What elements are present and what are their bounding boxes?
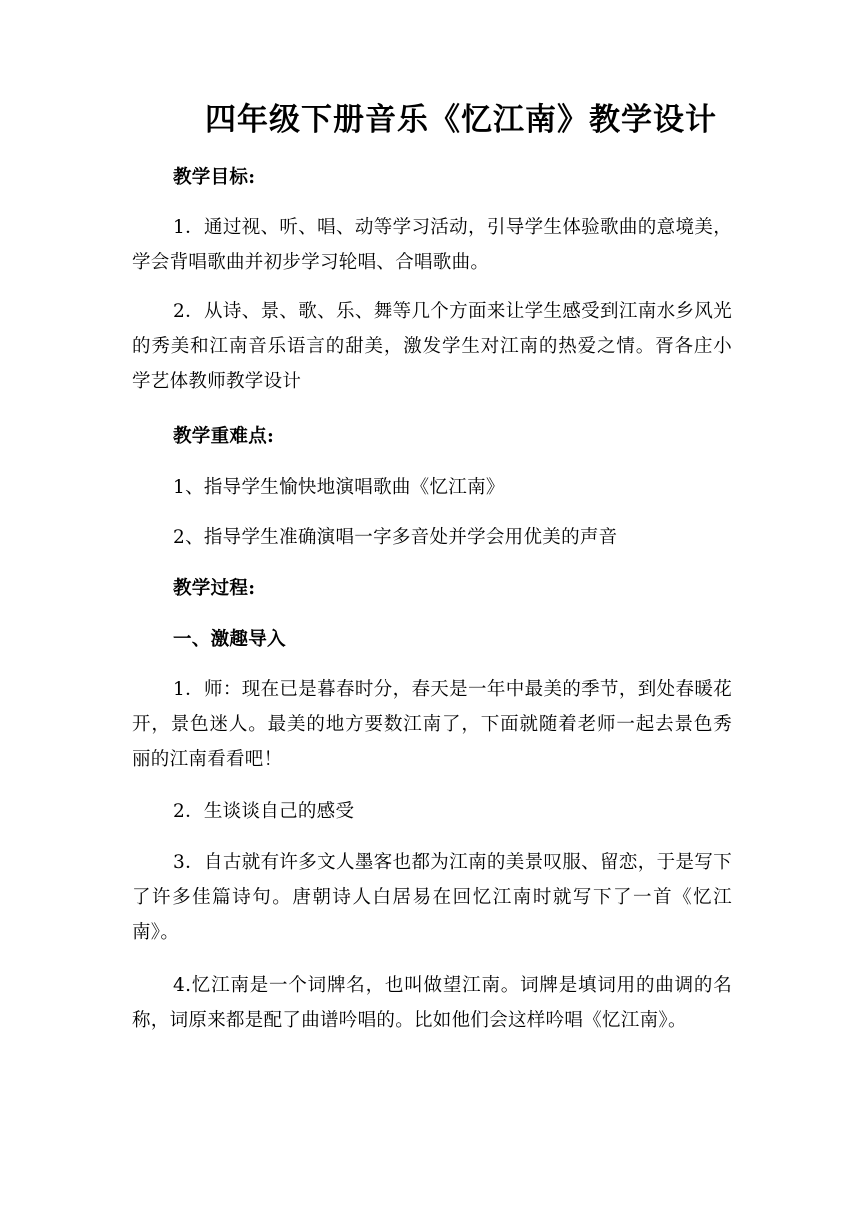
objectives-heading: 教学目标: (173, 167, 256, 188)
section-1-heading: 一、激趣导入 (173, 629, 286, 650)
document-title: 四年级下册音乐《忆江南》教学设计 (205, 102, 717, 138)
step-paragraph-3: 3．自古就有许多文人墨客也都为江南的美景叹服、留恋，于是写下了许多佳篇诗句。唐朝诗人白居易在回忆江南时就写下了一首《忆江南》。 (132, 852, 732, 943)
step-paragraph-1: 1．师：现在已是暮春时分，春天是一年中最美的季节，到处春暖花开，景色迷人。最美的地方要数江南了，下面就随着老师一起去景色秀丽的江南看看吧！ (132, 679, 732, 770)
key-points-heading: 教学重难点: (173, 426, 275, 447)
process-heading: 教学过程: (173, 578, 256, 599)
objective-paragraph-1: 1．通过视、听、唱、动等学习活动，引导学生体验歌曲的意境美，学会背唱歌曲并初步学习轮唱、合唱歌曲。 (132, 217, 732, 273)
objective-paragraph-2: 2．从诗、景、歌、乐、舞等几个方面来让学生感受到江南水乡风光的秀美和江南音乐语言的甜美，激发学生对江南的热爱之情。胥各庄小学艺体教师教学设计 (132, 301, 732, 392)
key-point-1: 1、指导学生愉快地演唱歌曲《忆江南》 (173, 477, 505, 498)
step-paragraph-4: 4.忆江南是一个词牌名，也叫做望江南。词牌是填词用的曲调的名称，词原来都是配了曲谱吟唱的。比如他们会这样吟唱《忆江南》。 (132, 975, 732, 1031)
key-point-2: 2、指导学生准确演唱一字多音处并学会用优美的声音 (173, 527, 618, 548)
step-paragraph-2: 2．生谈谈自己的感受 (173, 801, 355, 822)
